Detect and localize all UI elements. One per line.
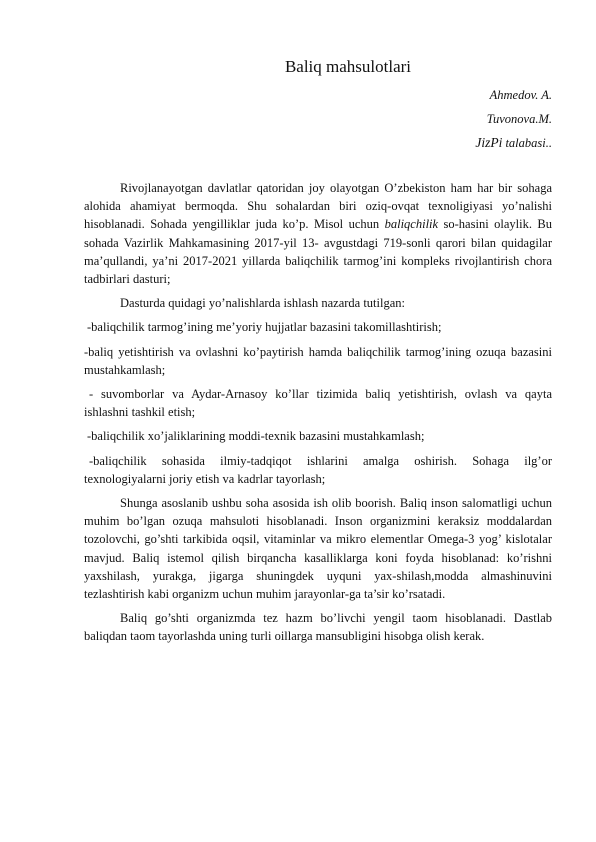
list-item: -baliqchilik tarmog’ining me’yoriy hujjatlar bazasini takomillashtirish; [87, 320, 442, 335]
paragraph-health: Shunga asoslanib ushbu soha asosida ish olib boorish. Baliq inson salomatligi uchun muhim bo’lgan ozuqa mahsuloti hisoblanadi. Inson organizmini keraksiz moddalardan tozolovchi, go’shti tarkibida oqsil, vitaminlar va mikro elementlar Omega-3 yog’ kislotalar mavjud. Baliq istemol qilish birqancha kasalliklarga koni foyda hisoblanad: ko’rishni yaxshilash, yurakga, jigarga shuningdek uyquni yax-shilash,modda almashinuvini tezlashtirish kabi organizm uchun muhim jarayonlar-ga ta’sir ko’rsatadi. [84, 496, 552, 602]
document-title: Baliq mahsulotlari [284, 57, 412, 76]
paragraph-program: Dasturda quidagi yo’nalishlarda ishlash nazarda tutilgan: [120, 296, 405, 311]
list-item: -baliq yetishtirish va ovlashni ko’paytirish hamda baliqchilik tarmog’ining ozuqa bazasini mustahkamlash; [84, 344, 552, 377]
list-item: -baliqchilik xo’jaliklarining moddi-texnik bazasini mustahkamlash; [87, 429, 425, 444]
paragraph-text: so-hasini olaylik. Bu sohada Vazirlik Mahkamasining 2017-yil 13- avgustdagi 719-sonli qarori bilan quidagilar ma’qullandi, ya’ni 2017-2021 yillarda baliqchilik tarmog’ini kompleks rivojlantirish chora tadbirlari dasturi; [84, 217, 552, 287]
paragraph-intro [84, 179, 552, 288]
paragraph-text: Rivojlanayotgan davlatlar qatoridan joy olayotgan O’zbekiston ham har bir sohaga alohida ahamiyat bermoqda. Shu sohalardan biri oziq-ovqat texnoligiyasi yo’nalishi hisoblanadi. Sohada yengilliklar juda ko’p. Misol uchun [84, 181, 552, 232]
paragraph-digestion: Baliq go’shti organizmda tez hazm bo’livchi yengil taom hisoblanadi. Dastlab baliqdan taom tayorlashda uning turli oillarga mansubligini hisobga olish kerak. [84, 611, 552, 644]
author-block [84, 83, 552, 155]
emphasis-text: baliqchilik [384, 217, 439, 232]
list-item: -baliqchilik sohasida ilmiy-tadqiqot ishlarini amalga oshirish. Sohaga ilg’or texnologiyalarni joriy etish va kadrlar tayorlash; [84, 453, 552, 486]
affiliation-institution: JizPi [475, 135, 503, 150]
affiliation-suffix: talabasi.. [502, 136, 552, 150]
document-body [84, 179, 552, 646]
author-name: Tuvonova.M. [486, 112, 552, 126]
affiliation [84, 131, 552, 155]
list-item: - suvomborlar va Aydar-Arnasoy ko’llar tizimida baliq yetishtirish, ovlash va qayta ishlashni tashkil etish; [84, 387, 552, 420]
author-name: Ahmedov. A. [489, 88, 552, 102]
